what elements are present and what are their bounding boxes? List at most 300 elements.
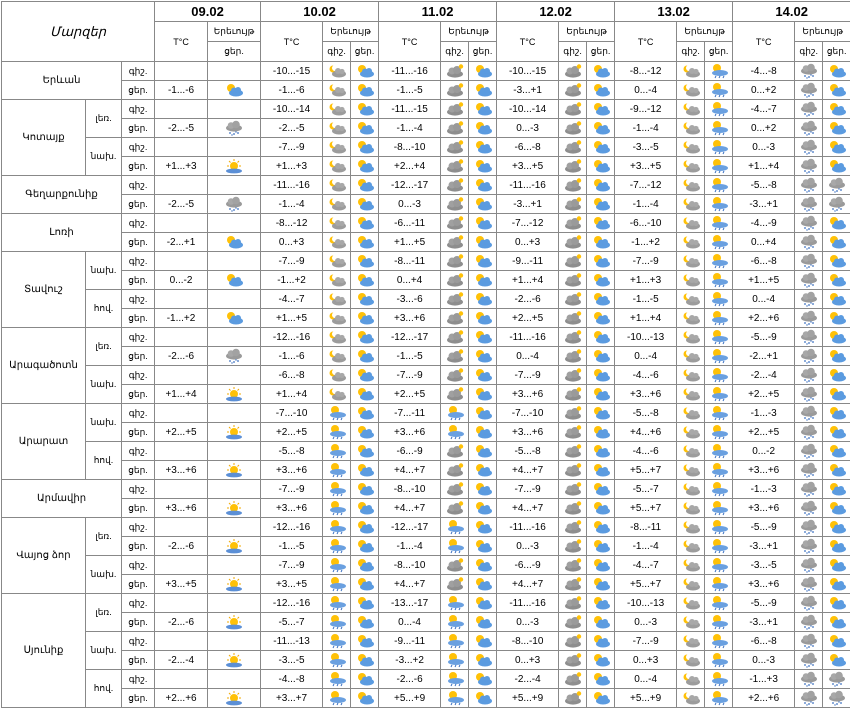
- phenomena-cell: [441, 385, 469, 404]
- cloud-snow-icon: [798, 101, 820, 117]
- table-row: [2, 157, 850, 176]
- partly-cloudy-icon: [590, 519, 612, 535]
- phenomena-cell: [469, 290, 497, 309]
- date-header: 09.02: [155, 2, 261, 22]
- cloud-snow-icon: [826, 671, 848, 687]
- phenomena-cell: [469, 309, 497, 328]
- sun-cloud-rain-icon: [708, 671, 730, 687]
- time-of-day: ցեր.: [122, 651, 155, 670]
- sun-cloud-rain-icon: [708, 500, 730, 516]
- partly-cloudy-icon: [590, 424, 612, 440]
- phenomena-cell: [208, 670, 261, 689]
- phenomena-cell: [677, 328, 705, 347]
- phenomena-cell: [677, 613, 705, 632]
- phenomena-cell: [587, 290, 615, 309]
- moon-cloud-icon: [680, 614, 702, 630]
- sun-cloud-rain-icon: [708, 82, 730, 98]
- phenomena-cell: [677, 176, 705, 195]
- time-of-day: գիշ.: [122, 404, 155, 423]
- temp-cell: -2...-6: [155, 613, 208, 632]
- sun-cloud-rain-icon: [708, 519, 730, 535]
- moon-cloud-icon: [326, 158, 348, 174]
- moon-cloud-icon: [680, 405, 702, 421]
- phenomena-cell: [441, 480, 469, 499]
- phenomena-cell: [323, 556, 351, 575]
- temp-cell: -5...-9: [733, 518, 795, 537]
- partly-cloudy-icon: [826, 329, 848, 345]
- sun-cloud-rain-icon: [326, 424, 348, 440]
- phenomena-cell: [795, 499, 823, 518]
- cloud-snow-icon: [798, 63, 820, 79]
- temp-cell: [155, 62, 208, 81]
- phenomena-cell: [323, 385, 351, 404]
- table-row: [2, 252, 850, 271]
- temp-cell: -4...-7: [733, 100, 795, 119]
- phenomena-cell: [323, 252, 351, 271]
- temp-cell: -2...-6: [155, 347, 208, 366]
- time-of-day: գիշ.: [122, 480, 155, 499]
- phenomena-cell: [559, 347, 587, 366]
- sun-cloud-rain-icon: [708, 557, 730, 573]
- cloud-icon: [444, 557, 466, 573]
- temp-cell: -7...-9: [379, 366, 441, 385]
- phenomena-cell: [795, 518, 823, 537]
- sun-cloud-rain-icon: [708, 101, 730, 117]
- phenomena-cell: [323, 689, 351, 708]
- cloud-icon: [562, 253, 584, 269]
- phenomena-cell: [677, 157, 705, 176]
- cloud-icon: [444, 443, 466, 459]
- phenomena-cell: [587, 404, 615, 423]
- phenomena-cell: [208, 138, 261, 157]
- phenomena-cell: [351, 404, 379, 423]
- phenomena-cell: [823, 176, 850, 195]
- sun-cloud-rain-icon: [708, 272, 730, 288]
- table-row: [2, 480, 850, 499]
- phenomena-cell: [677, 347, 705, 366]
- subregion-name: նախ.: [86, 632, 122, 670]
- temp-cell: +4...+7: [379, 575, 441, 594]
- temp-cell: +3...+6: [615, 385, 677, 404]
- partly-cloudy-icon: [590, 462, 612, 478]
- moon-cloud-icon: [680, 652, 702, 668]
- table-row: [2, 613, 850, 632]
- phenomena-cell: [208, 214, 261, 233]
- partly-cloudy-icon: [354, 462, 376, 478]
- partly-cloudy-icon: [472, 82, 494, 98]
- phenomena-cell: [351, 613, 379, 632]
- cloud-icon: [444, 158, 466, 174]
- temp-cell: +1...+5: [733, 271, 795, 290]
- phenomena-cell: [795, 404, 823, 423]
- temp-cell: -8...-12: [615, 62, 677, 81]
- phenomena-cell: [705, 461, 733, 480]
- sun-cloud-rain-icon: [708, 652, 730, 668]
- temp-cell: -10...-13: [615, 328, 677, 347]
- phenomena-cell: [208, 157, 261, 176]
- cloud-icon: [444, 234, 466, 250]
- temp-cell: +3...+5: [497, 157, 559, 176]
- phenomena-cell: [823, 119, 850, 138]
- temp-cell: -5...-7: [261, 613, 323, 632]
- cloud-icon: [562, 367, 584, 383]
- partly-cloudy-icon: [354, 671, 376, 687]
- phenomena-cell: [441, 499, 469, 518]
- cloud-icon: [444, 177, 466, 193]
- phenomena-cell: [587, 499, 615, 518]
- temp-cell: -12...-16: [261, 518, 323, 537]
- partly-cloudy-icon: [472, 386, 494, 402]
- cloud-icon: [562, 215, 584, 231]
- temp-cell: +4...+7: [497, 499, 559, 518]
- phenomena-cell: [323, 461, 351, 480]
- moon-cloud-icon: [680, 215, 702, 231]
- moon-cloud-icon: [680, 82, 702, 98]
- cloud-snow-icon: [798, 576, 820, 592]
- cloud-icon: [562, 310, 584, 326]
- phenomena-cell: [559, 176, 587, 195]
- partly-cloudy-icon: [354, 481, 376, 497]
- partly-cloudy-icon: [354, 158, 376, 174]
- temp-cell: -1...-6: [261, 347, 323, 366]
- temp-cell: +1...+4: [615, 309, 677, 328]
- partly-cloudy-icon: [590, 215, 612, 231]
- partly-cloudy-icon: [590, 443, 612, 459]
- temp-cell: -7...-9: [497, 366, 559, 385]
- sun-cloud-rain-icon: [444, 424, 466, 440]
- phenomena-cell: [469, 670, 497, 689]
- phenomena-cell: [559, 62, 587, 81]
- partly-cloudy-icon: [826, 500, 848, 516]
- phenomena-cell: [677, 594, 705, 613]
- moon-cloud-icon: [680, 272, 702, 288]
- partly-cloudy-icon: [354, 519, 376, 535]
- phenomena-cell: [208, 347, 261, 366]
- temp-cell: +2...+5: [379, 385, 441, 404]
- temp-header: T°C: [379, 22, 441, 62]
- partly-cloudy-icon: [472, 614, 494, 630]
- partly-cloudy-icon: [826, 557, 848, 573]
- temp-cell: -3...+1: [733, 537, 795, 556]
- phenomena-cell: [208, 233, 261, 252]
- temp-cell: -5...-9: [733, 328, 795, 347]
- phenomena-cell: [677, 518, 705, 537]
- phenomena-cell: [795, 290, 823, 309]
- sun-cloud-rain-icon: [444, 405, 466, 421]
- temp-cell: +2...+6: [733, 309, 795, 328]
- time-of-day: գիշ.: [122, 594, 155, 613]
- temp-cell: -5...-9: [733, 594, 795, 613]
- partly-cloudy-icon: [223, 82, 245, 98]
- region-name: Արագածոտն: [2, 328, 86, 404]
- phenomena-cell: [677, 423, 705, 442]
- temp-cell: 0...-2: [733, 442, 795, 461]
- phenomena-cell: [705, 575, 733, 594]
- phenomena-cell: [469, 404, 497, 423]
- cloud-icon: [444, 196, 466, 212]
- phenomena-cell: [795, 632, 823, 651]
- temp-cell: +4...+6: [615, 423, 677, 442]
- temp-cell: +3...+6: [155, 461, 208, 480]
- phenomena-cell: [587, 556, 615, 575]
- phenomena-header: Երեւույթ: [323, 22, 379, 42]
- temp-cell: -1...+3: [733, 670, 795, 689]
- temp-cell: -4...-6: [615, 366, 677, 385]
- phenomena-cell: [351, 347, 379, 366]
- phenomena-cell: [677, 119, 705, 138]
- partly-cloudy-icon: [826, 462, 848, 478]
- partly-cloudy-icon: [472, 272, 494, 288]
- temp-cell: -8...-11: [615, 518, 677, 537]
- partly-cloudy-icon: [826, 82, 848, 98]
- table-row: [2, 176, 850, 195]
- temp-cell: -6...-8: [261, 366, 323, 385]
- phenomena-cell: [823, 233, 850, 252]
- phenomena-cell: [823, 195, 850, 214]
- moon-cloud-icon: [326, 367, 348, 383]
- partly-cloudy-icon: [472, 367, 494, 383]
- temp-cell: -1...-5: [261, 537, 323, 556]
- partly-cloudy-icon: [354, 367, 376, 383]
- partly-cloudy-icon: [472, 538, 494, 554]
- partly-cloudy-icon: [472, 120, 494, 136]
- temp-cell: -1...-4: [379, 537, 441, 556]
- phenomena-cell: [208, 81, 261, 100]
- time-of-day: ցեր.: [122, 423, 155, 442]
- phenomena-cell: [441, 176, 469, 195]
- phenomena-cell: [795, 423, 823, 442]
- temp-cell: +2...+4: [379, 157, 441, 176]
- day-header: ցեր.: [705, 42, 733, 62]
- temp-cell: 0...+3: [497, 233, 559, 252]
- sun-icon: [223, 576, 245, 592]
- phenomena-cell: [677, 271, 705, 290]
- time-of-day: ցեր.: [122, 347, 155, 366]
- time-of-day: գիշ.: [122, 366, 155, 385]
- phenomena-cell: [441, 556, 469, 575]
- temp-cell: +3...+6: [261, 461, 323, 480]
- temp-cell: -10...-15: [261, 62, 323, 81]
- phenomena-cell: [559, 537, 587, 556]
- phenomena-cell: [795, 461, 823, 480]
- phenomena-cell: [559, 385, 587, 404]
- partly-cloudy-icon: [354, 310, 376, 326]
- table-row: [2, 632, 850, 651]
- moon-cloud-icon: [680, 253, 702, 269]
- cloud-icon: [444, 215, 466, 231]
- phenomena-cell: [587, 442, 615, 461]
- table-row: [2, 366, 850, 385]
- temp-cell: +3...+5: [615, 157, 677, 176]
- phenomena-cell: [705, 290, 733, 309]
- phenomena-cell: [677, 385, 705, 404]
- sun-icon: [223, 500, 245, 516]
- phenomena-cell: [677, 670, 705, 689]
- phenomena-cell: [323, 632, 351, 651]
- partly-cloudy-icon: [354, 405, 376, 421]
- partly-cloudy-icon: [590, 614, 612, 630]
- partly-cloudy-icon: [354, 500, 376, 516]
- region-name: Վայոց ձոր: [2, 518, 86, 594]
- phenomena-header: Երեւույթ: [441, 22, 497, 42]
- phenomena-cell: [677, 81, 705, 100]
- subregion-name: նախ.: [86, 366, 122, 404]
- phenomena-cell: [559, 119, 587, 138]
- phenomena-cell: [823, 613, 850, 632]
- sun-cloud-rain-icon: [708, 538, 730, 554]
- region-name: Սյունիք: [2, 594, 86, 708]
- partly-cloudy-icon: [354, 633, 376, 649]
- sun-cloud-rain-icon: [444, 652, 466, 668]
- temp-cell: -9...-12: [615, 100, 677, 119]
- date-header: 11.02: [379, 2, 497, 22]
- phenomena-cell: [559, 404, 587, 423]
- phenomena-cell: [559, 670, 587, 689]
- phenomena-cell: [559, 594, 587, 613]
- sun-cloud-rain-icon: [708, 367, 730, 383]
- phenomena-cell: [208, 119, 261, 138]
- phenomena-cell: [705, 404, 733, 423]
- cloud-snow-icon: [798, 538, 820, 554]
- phenomena-cell: [823, 81, 850, 100]
- partly-cloudy-icon: [472, 405, 494, 421]
- temp-cell: -11...-16: [379, 62, 441, 81]
- temp-cell: 0...-4: [615, 670, 677, 689]
- partly-cloudy-icon: [354, 538, 376, 554]
- sun-cloud-rain-icon: [444, 614, 466, 630]
- phenomena-cell: [351, 100, 379, 119]
- phenomena-cell: [823, 62, 850, 81]
- moon-cloud-icon: [680, 348, 702, 364]
- phenomena-cell: [823, 271, 850, 290]
- sun-cloud-rain-icon: [708, 405, 730, 421]
- phenomena-cell: [208, 404, 261, 423]
- phenomena-cell: [705, 518, 733, 537]
- partly-cloudy-icon: [472, 234, 494, 250]
- cloud-icon: [562, 576, 584, 592]
- sun-cloud-rain-icon: [444, 519, 466, 535]
- time-of-day: ցեր.: [122, 499, 155, 518]
- phenomena-cell: [441, 214, 469, 233]
- table-row: [2, 594, 850, 613]
- sun-icon: [223, 690, 245, 706]
- phenomena-cell: [587, 632, 615, 651]
- cloud-icon: [444, 329, 466, 345]
- partly-cloudy-icon: [590, 82, 612, 98]
- phenomena-cell: [587, 271, 615, 290]
- phenomena-cell: [677, 442, 705, 461]
- phenomena-cell: [587, 214, 615, 233]
- phenomena-cell: [469, 537, 497, 556]
- moon-cloud-icon: [680, 310, 702, 326]
- cloud-snow-icon: [798, 424, 820, 440]
- phenomena-cell: [208, 499, 261, 518]
- partly-cloudy-icon: [826, 538, 848, 554]
- table-row: [2, 195, 850, 214]
- cloud-icon: [562, 690, 584, 706]
- cloud-icon: [562, 82, 584, 98]
- temp-cell: -3...-6: [379, 290, 441, 309]
- phenomena-cell: [705, 119, 733, 138]
- cloud-snow-icon: [798, 120, 820, 136]
- partly-cloudy-icon: [472, 557, 494, 573]
- temp-cell: [155, 442, 208, 461]
- partly-cloudy-icon: [223, 310, 245, 326]
- phenomena-cell: [587, 195, 615, 214]
- moon-cloud-icon: [326, 272, 348, 288]
- phenomena-cell: [823, 404, 850, 423]
- partly-cloudy-icon: [354, 329, 376, 345]
- phenomena-cell: [351, 214, 379, 233]
- partly-cloudy-icon: [590, 348, 612, 364]
- date-header: 14.02: [733, 2, 850, 22]
- phenomena-cell: [469, 271, 497, 290]
- temp-cell: -1...+2: [261, 271, 323, 290]
- phenomena-cell: [441, 271, 469, 290]
- phenomena-cell: [351, 594, 379, 613]
- temp-cell: 0...-4: [379, 613, 441, 632]
- phenomena-cell: [323, 157, 351, 176]
- phenomena-cell: [795, 480, 823, 499]
- phenomena-cell: [441, 651, 469, 670]
- partly-cloudy-icon: [826, 348, 848, 364]
- moon-cloud-icon: [680, 386, 702, 402]
- temp-cell: -2...-5: [261, 119, 323, 138]
- cloud-snow-icon: [798, 386, 820, 402]
- temp-cell: 0...+2: [733, 81, 795, 100]
- partly-cloudy-icon: [354, 63, 376, 79]
- phenomena-cell: [823, 689, 850, 708]
- phenomena-cell: [351, 176, 379, 195]
- moon-cloud-icon: [326, 101, 348, 117]
- phenomena-cell: [587, 309, 615, 328]
- phenomena-cell: [587, 157, 615, 176]
- phenomena-cell: [677, 309, 705, 328]
- phenomena-cell: [441, 423, 469, 442]
- moon-cloud-icon: [680, 576, 702, 592]
- cloud-icon: [562, 671, 584, 687]
- phenomena-header: Երեւույթ: [677, 22, 733, 42]
- cloud-icon: [562, 158, 584, 174]
- phenomena-cell: [323, 670, 351, 689]
- temp-cell: -6...-10: [615, 214, 677, 233]
- moon-cloud-icon: [326, 177, 348, 193]
- temp-cell: 0...-3: [733, 651, 795, 670]
- cloud-icon: [444, 120, 466, 136]
- moon-cloud-icon: [326, 348, 348, 364]
- cloud-icon: [562, 538, 584, 554]
- partly-cloudy-icon: [590, 177, 612, 193]
- sun-cloud-rain-icon: [708, 215, 730, 231]
- sun-cloud-rain-icon: [708, 291, 730, 307]
- temp-cell: +5...+7: [615, 461, 677, 480]
- partly-cloudy-icon: [590, 253, 612, 269]
- phenomena-cell: [208, 556, 261, 575]
- phenomena-cell: [469, 518, 497, 537]
- temp-cell: -1...-4: [261, 195, 323, 214]
- phenomena-cell: [469, 62, 497, 81]
- phenomena-cell: [705, 271, 733, 290]
- temp-cell: [155, 632, 208, 651]
- phenomena-cell: [795, 252, 823, 271]
- phenomena-cell: [705, 157, 733, 176]
- phenomena-cell: [587, 100, 615, 119]
- temp-cell: -1...-5: [379, 347, 441, 366]
- phenomena-cell: [587, 423, 615, 442]
- phenomena-cell: [705, 670, 733, 689]
- phenomena-cell: [469, 499, 497, 518]
- partly-cloudy-icon: [472, 424, 494, 440]
